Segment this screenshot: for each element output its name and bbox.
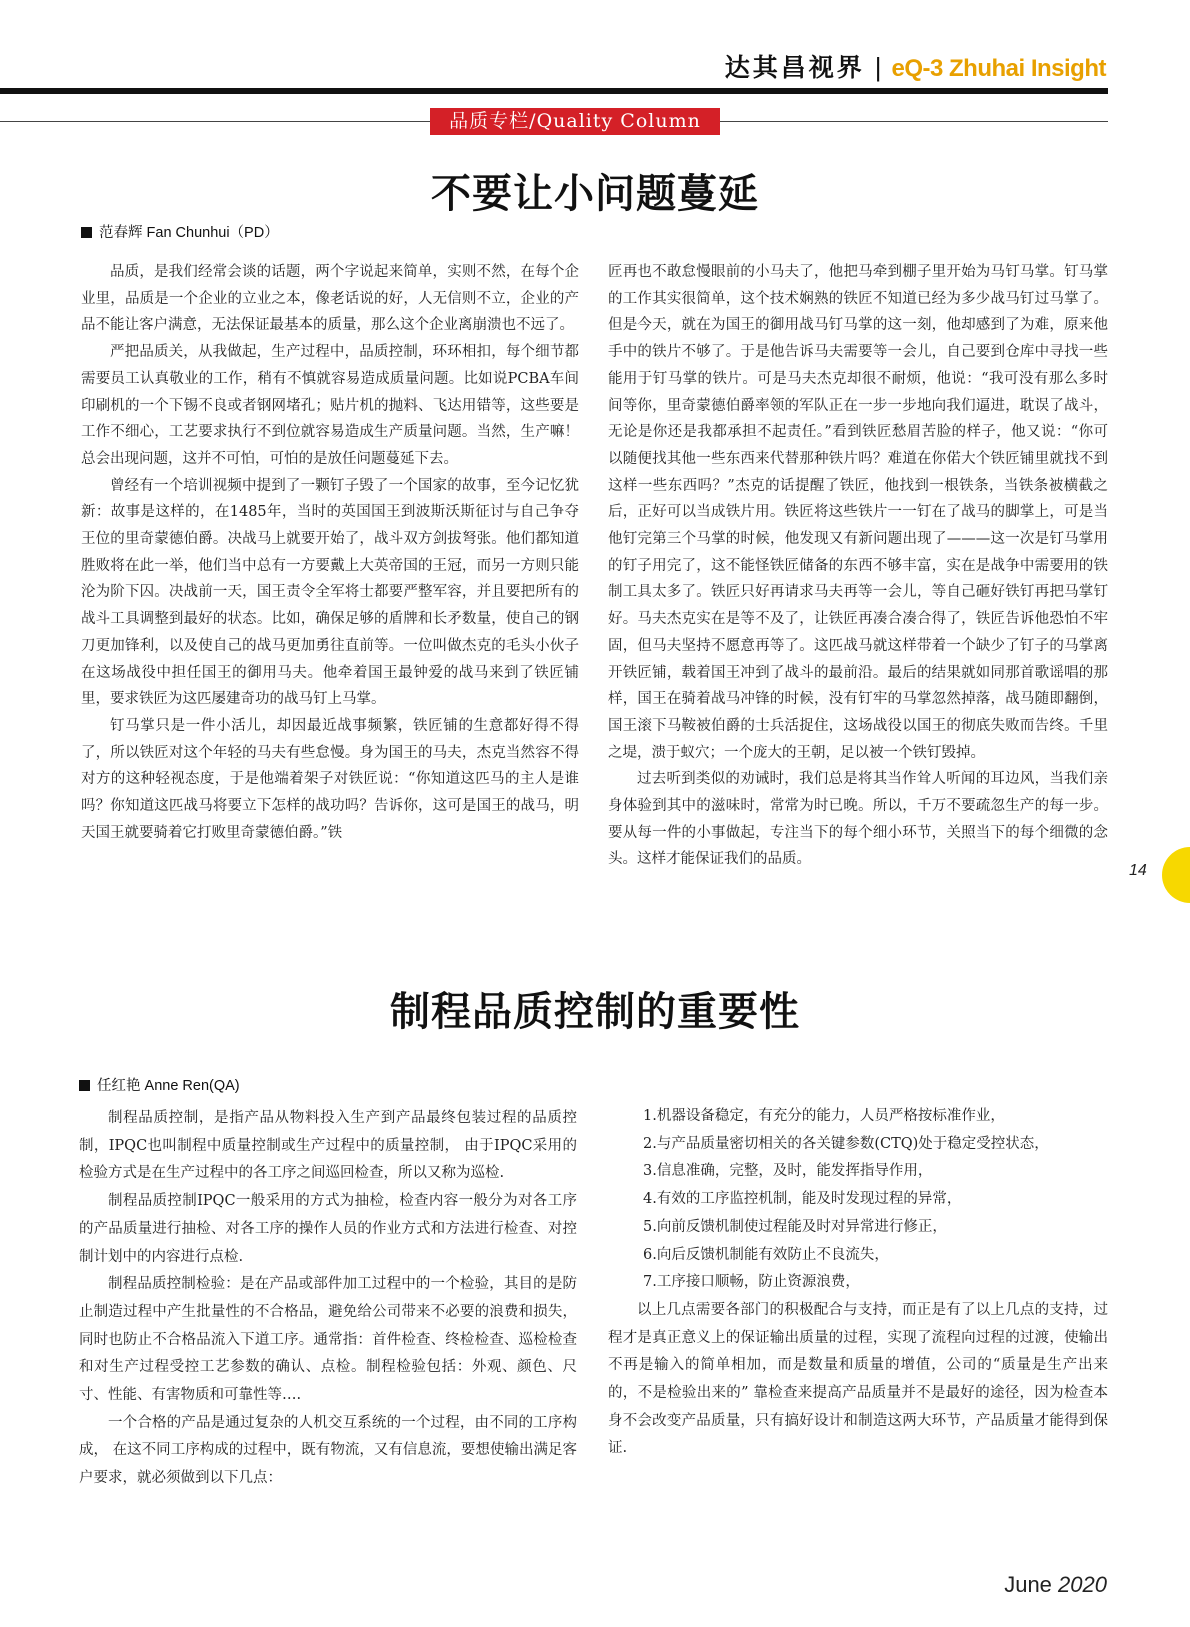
paragraph: 过去听到类似的劝诫时，我们总是将其当作耸人听闻的耳边风，当我们亲身体验到其中的滋味时，常常为时已晚。所以，千万不要疏忽生产的每一步。要从每一件的小事做起，专注当下的每个细小环节，关照当下的每个细微的念头。这样才能保证我们的品质。 — [608, 771, 1108, 868]
list-item: 3.信息准确，完整，及时，能发挥指导作用， — [643, 1163, 933, 1180]
article1-right-column — [608, 259, 1108, 873]
issue-date — [1004, 1572, 1107, 1598]
paragraph: 匠再也不敢怠慢眼前的小马夫了，他把马牵到棚子里开始为马钉马掌。钉马掌的工作其实很简单，这个技术娴熟的铁匠不知道已经为多少战马钉过马掌了。但是今天，就在为国王的御用战马钉马掌的这一刻，他却感到了为难，原来他手中的铁片不够了。于是他告诉马夫需要等一会儿，自己要到仓库中寻找一些能用于钉马掌的铁片。可是马夫杰克却很不耐烦，他说：“我可没有那么多时间等你，里奇蒙德伯爵率领的军队正在一步一步地向我们逼进，耽误了战斗，无论是你还是我都承担不起责任。”看到铁匠愁眉苦脸的样子，他又说：“你可以随便找其他一些东西来代替那种铁片吗？难道在你偌大个铁匠铺里就找不到这样一些东西吗？”杰克的话提醒了铁匠，他找到一根铁条，当铁条被横截之后，正好可以当成铁片用。铁匠将这些铁片一一钉在了战马的脚掌上，可是当他钉完第三个马掌的时候，他发现又有新问题出现了———这一次是钉马掌用的钉子用完了，这不能怪铁匠储备的东西不够丰富，实在是战争中需要用的铁制工具太多了。铁匠只好再请求马夫再等一会儿，等自己砸好铁钉再把马掌钉好。马夫杰克实在是等不及了，让铁匠再凑合凑合得了，铁匠告诉他恐怕不牢固，但马夫坚持不愿意再等了。这匹战马就这样带着一个缺少了钉子的马掌离开铁匠铺，载着国王冲到了战斗的最前沿。最后的结果就如同那首歌谣唱的那样，国王在骑着战马冲锋的时候，没有钉牢的马掌忽然掉落，战马随即翻倒，国王滚下马鞍被伯爵的士兵活捉住，这场战役以国王的彻底失败而告终。千里之堤，溃于蚁穴；一个庞大的王朝，足以被一个铁钉毁掉。 — [608, 264, 1108, 761]
paragraph: 严把品质关，从我做起，生产过程中，品质控制，环环相扣，每个细节都需要员工认真敬业的工作，稍有不慎就容易造成质量问题。比如说PCBA车间印刷机的一个下锡不良或者钢网堵孔；贴片机的抛料、飞达用错等，这些要是工作不细心，工艺要求执行不到位就容易造成生产质量问题。当然，生产嘛！总会出现问题，这并不可怕，可怕的是放任问题蔓延下去。 — [81, 344, 579, 467]
article2-right-column — [608, 1103, 1108, 1463]
header-rule — [0, 88, 1108, 94]
article1-byline — [81, 221, 279, 242]
list-item: 1.机器设备稳定，有充分的能力，人员严格按标准作业， — [643, 1108, 1005, 1124]
paragraph: 制程品质控制检验：是在产品或部件加工过程中的一个检验，其目的是防止制造过程中产生批量性的不合格品，避免给公司带来不必要的浪费和损失，同时也防止不合格品流入下道工序。通常指：首件检查、终检检查、巡检检查和对生产过程受控工艺参数的确认、点检。制程检验包括：外观、颜色、尺寸、性能、有害物质和可靠性等…. — [79, 1276, 577, 1404]
paragraph: 品质，是我们经常会谈的话题，两个字说起来简单，实则不然，在每个企业里，品质是一个企业的立业之本，像老话说的好，人无信则不立，企业的产品不能让客户满意，无法保证最基本的质量，那么这个企业离崩溃也不远了。 — [81, 264, 579, 334]
article2-byline — [79, 1074, 240, 1095]
article1-title: 不要让小问题蔓延 — [431, 170, 759, 217]
list-item: 2.与产品质量密切相关的各关键参数(CTQ)处于稳定受控状态， — [643, 1135, 1049, 1152]
brand-en: eQ-3 Zhuhai Insight — [891, 55, 1106, 82]
paragraph: 制程品质控制，是指产品从物料投入生产到产品最终包装过程的品质控制，IPQC也叫制程中质量控制或生产过程中的质量控制， 由于IPQC采用的检验方式是在生产过程中的各工序之间巡回检查，所以又称为巡检. — [79, 1110, 577, 1182]
list-item: 5.向前反馈机制使过程能及时对异常进行修正， — [643, 1218, 947, 1235]
issue-year: 2020 — [1058, 1572, 1107, 1597]
brand-cn: 达其昌视界 — [724, 53, 865, 82]
paragraph: 以上几点需要各部门的积极配合与支持，而正是有了以上几点的支持，过程才是真正意义上的保证输出质量的过程，实现了流程向过程的过渡，使输出不再是输入的简单相加，而是数量和质量的增值，公司的“质量是生产出来的，不是检验出来的” 靠检查来提高产品质量并不是最好的途径，因为检查本身不会改变产品质量，只有搞好设计和制造这两大环节，产品质量才能得到保证. — [608, 1301, 1108, 1457]
masthead — [725, 48, 1106, 84]
column-tag: 品质专栏/Quality Column — [430, 108, 720, 135]
article2-title: 制程品质控制的重要性 — [390, 988, 800, 1035]
article1-left-column — [81, 259, 579, 846]
paragraph: 制程品质控制IPQC一般采用的方式为抽检，检查内容一般分为对各工序的产品质量进行抽检、对各工序的操作人员的作业方式和方法进行检查、对控制计划中的内容进行点检. — [79, 1193, 577, 1265]
list-item: 4.有效的工序监控机制，能及时发现过程的异常， — [643, 1191, 962, 1208]
paragraph: 钉马掌只是一件小活儿，却因最近战事频繁，铁匠铺的生意都好得不得了，所以铁匠对这个年轻的马夫有些怠慢。身为国王的马夫，杰克当然容不得对方的这种轻视态度，于是他端着架子对铁匠说：“你知道这匹马的主人是谁吗？你知道这匹战马将要立下怎样的战功吗？告诉你，这可是国王的战马，明天国王就要骑着它打败里奇蒙德伯爵。”铁 — [81, 717, 579, 841]
article1-author: 范春辉 Fan Chunhui（PD） — [99, 225, 279, 241]
brand-separator: | — [874, 52, 882, 82]
issue-month: June — [1004, 1572, 1052, 1597]
list-item: 7.工序接口顺畅，防止资源浪费， — [643, 1274, 860, 1291]
page-marker-dot — [1162, 847, 1190, 903]
paragraph: 一个合格的产品是通过复杂的人机交互系统的一个过程，由不同的工序构成， 在这不同工序构成的过程中，既有物流，又有信息流，要想使输出满足客户要求，就必须做到以下几点： — [79, 1414, 577, 1487]
paragraph: 曾经有一个培训视频中提到了一颗钉子毁了一个国家的故事，至今记忆犹新：故事是这样的，在1485年，当时的英国国王到波斯沃斯征讨与自己争夺王位的里奇蒙德伯爵。决战马上就要开始了，战斗双方剑拔弩张。他们都知道胜败将在此一举，他们当中总有一方要戴上大英帝国的王冠，而另一方则只能沦为阶下囚。决战前一天，国王责令全军将士都要严整军容，并且要把所有的战斗工具调整到最好的状态。比如，确保足够的盾牌和长矛数量，使自己的钢刀更加锋利，以及使自己的战马更加勇往直前等。一位叫做杰克的毛头小伙子在这场战役中担任国王的御用马夫。他牵着国王最钟爱的战马来到了铁匠铺里，要求铁匠为这匹屡建奇功的战马钉上马掌。 — [81, 477, 579, 708]
byline-square-icon — [79, 1080, 90, 1091]
article2-left-column — [79, 1105, 577, 1493]
page-number: 14 — [1129, 862, 1147, 879]
byline-square-icon — [81, 227, 92, 238]
article2-author: 任红艳 Anne Ren(QA) — [97, 1078, 240, 1094]
list-item: 6.向后反馈机制能有效防止不良流失， — [643, 1246, 889, 1263]
